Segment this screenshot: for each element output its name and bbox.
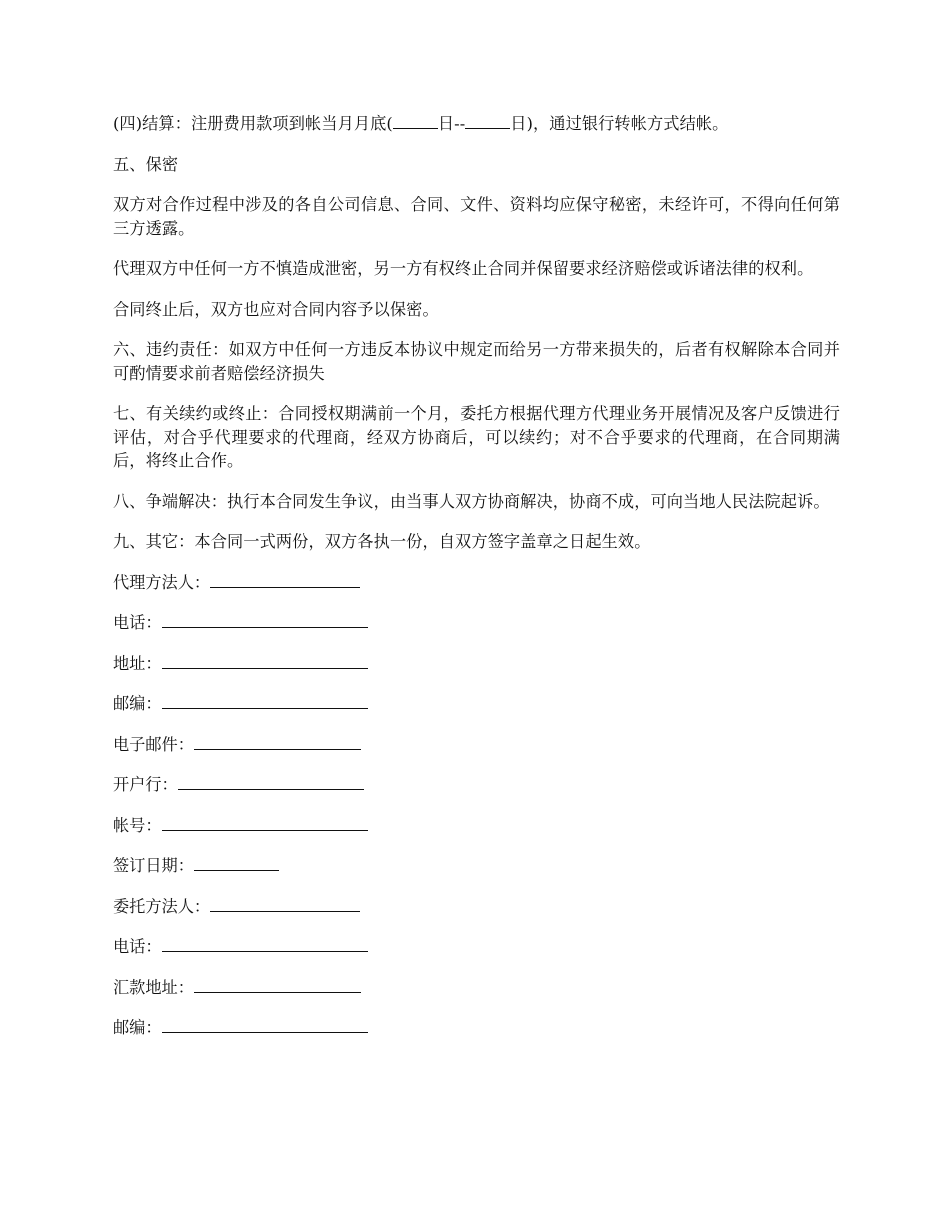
field-label: 邮编： — [113, 694, 162, 713]
signature-line[interactable] — [194, 733, 361, 750]
field-label: 电话： — [113, 613, 162, 632]
field-principal-phone — [113, 935, 840, 959]
signature-line[interactable] — [162, 814, 368, 831]
signature-line[interactable] — [194, 976, 361, 993]
confidentiality-clause-3: 合同终止后，双方也应对合同内容予以保密。 — [113, 299, 439, 319]
field-remittance-address — [113, 976, 840, 1000]
field-agent-account — [113, 814, 840, 838]
settlement-paragraph — [113, 112, 840, 136]
field-agent-postcode — [113, 692, 840, 716]
field-signing-date — [113, 854, 840, 878]
section-dispute-resolution: 八、争端解决：执行本合同发生争议，由当事人双方协商解决，协商不成，可向当地人民法院起诉。 — [113, 491, 830, 511]
confidentiality-clause-1: 双方对合作过程中涉及的各自公司信息、合同、文件、资料均应保守秘密，未经许可，不得向任何第三方透露。 — [113, 195, 840, 238]
section-heading-confidentiality: 五、保密 — [113, 154, 179, 174]
signature-line[interactable] — [162, 935, 368, 952]
section-renewal-termination: 七、有关续约或终止：合同授权期满前一个月，委托方根据代理方代理业务开展情况及客户反馈进行评估，对合乎代理要求的代理商，经双方协商后，可以续约；对不合乎要求的代理商，在合同期满后，将终止合作。 — [113, 404, 840, 470]
settlement-text: (四)结算：注册费用款项到帐当月月底( — [113, 114, 393, 133]
signature-line[interactable] — [194, 854, 279, 871]
confidentiality-clause-2: 代理双方中任何一方不慎造成泄密，另一方有权终止合同并保留要求经济赔偿或诉诸法律的权利。 — [113, 259, 814, 278]
signature-line[interactable] — [210, 571, 360, 588]
field-label: 电子邮件： — [113, 734, 194, 754]
field-label: 委托方法人： — [113, 896, 211, 916]
field-principal-legal-rep — [113, 895, 840, 919]
signature-line[interactable] — [178, 773, 364, 790]
field-label: 开户行： — [113, 775, 178, 794]
field-label: 代理方法人： — [113, 572, 211, 592]
day-label-1: 日-- — [437, 114, 466, 133]
field-label: 签订日期： — [113, 856, 194, 875]
field-label: 地址： — [113, 653, 162, 673]
signature-line[interactable] — [162, 1016, 368, 1033]
section-other: 九、其它：本合同一式两份，双方各执一份，自双方签字盖章之日起生效。 — [113, 532, 651, 551]
field-agent-bank — [113, 773, 840, 797]
signature-line[interactable] — [210, 895, 360, 912]
signature-line[interactable] — [162, 652, 368, 669]
section-breach-liability: 六、违约责任：如双方中任何一方违反本协议中规定而给另一方带来损失的，后者有权解除本合同并可酌情要求前者赔偿经济损失 — [113, 340, 840, 383]
field-label: 邮编： — [113, 1018, 162, 1037]
day-label-2: 日)，通过银行转帐方式结帐。 — [510, 114, 729, 133]
signature-line[interactable] — [162, 611, 368, 628]
document-page — [113, 112, 840, 1057]
field-label: 帐号： — [113, 815, 162, 835]
field-label: 电话： — [113, 937, 162, 956]
day-blank-1[interactable] — [393, 112, 438, 129]
field-agent-legal-rep — [113, 571, 840, 595]
field-agent-email — [113, 733, 840, 757]
field-agent-phone — [113, 611, 840, 635]
field-agent-address — [113, 652, 840, 676]
day-blank-2[interactable] — [465, 112, 510, 129]
signature-line[interactable] — [162, 692, 368, 709]
field-label: 汇款地址： — [113, 977, 194, 997]
field-principal-postcode — [113, 1016, 840, 1040]
